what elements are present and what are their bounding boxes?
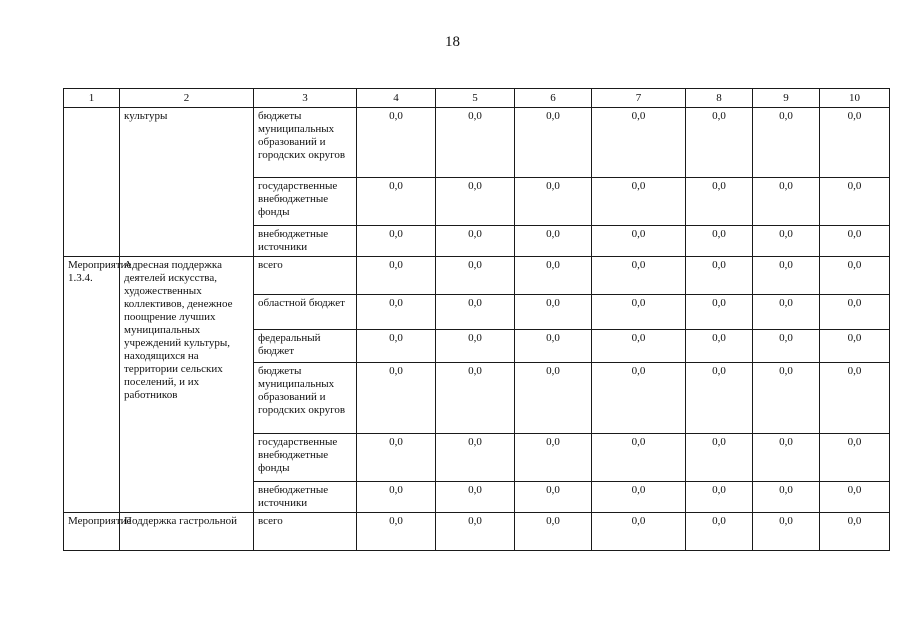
header-row xyxy=(64,89,890,108)
value-cell: 0,0 xyxy=(515,482,592,513)
funding-source: всего xyxy=(254,513,357,551)
value-cell: 0,0 xyxy=(686,434,753,482)
measure-description: культуры xyxy=(120,108,254,257)
value-cell: 0,0 xyxy=(820,513,890,551)
column-header: 2 xyxy=(120,89,254,108)
measure-description: Адресная поддержка деятелей искусства, художественных коллективов, денежное поощрение лучших муниципальных учреждений культуры, находящихся на территории сельских поселений, и их работников xyxy=(120,257,254,513)
column-header: 7 xyxy=(592,89,686,108)
value-cell: 0,0 xyxy=(820,330,890,363)
value-cell: 0,0 xyxy=(820,226,890,257)
value-cell: 0,0 xyxy=(686,178,753,226)
funding-source: внебюджетные источники xyxy=(254,226,357,257)
column-header: 4 xyxy=(357,89,436,108)
value-cell: 0,0 xyxy=(592,257,686,295)
value-cell: 0,0 xyxy=(592,513,686,551)
column-header: 3 xyxy=(254,89,357,108)
value-cell: 0,0 xyxy=(686,482,753,513)
value-cell: 0,0 xyxy=(753,482,820,513)
value-cell: 0,0 xyxy=(515,226,592,257)
value-cell: 0,0 xyxy=(592,434,686,482)
value-cell: 0,0 xyxy=(592,295,686,330)
column-header: 1 xyxy=(64,89,120,108)
value-cell: 0,0 xyxy=(515,330,592,363)
value-cell: 0,0 xyxy=(357,330,436,363)
value-cell: 0,0 xyxy=(820,178,890,226)
value-cell: 0,0 xyxy=(357,295,436,330)
value-cell: 0,0 xyxy=(753,178,820,226)
value-cell: 0,0 xyxy=(686,330,753,363)
table-row xyxy=(64,108,890,178)
value-cell: 0,0 xyxy=(592,330,686,363)
value-cell: 0,0 xyxy=(515,108,592,178)
funding-source: бюджеты муниципальных образований и городских округов xyxy=(254,108,357,178)
value-cell: 0,0 xyxy=(686,513,753,551)
column-header: 9 xyxy=(753,89,820,108)
value-cell: 0,0 xyxy=(357,257,436,295)
value-cell: 0,0 xyxy=(753,330,820,363)
value-cell: 0,0 xyxy=(436,226,515,257)
value-cell: 0,0 xyxy=(436,513,515,551)
value-cell: 0,0 xyxy=(592,363,686,434)
value-cell: 0,0 xyxy=(436,434,515,482)
column-header: 8 xyxy=(686,89,753,108)
value-cell: 0,0 xyxy=(753,257,820,295)
value-cell: 0,0 xyxy=(686,295,753,330)
value-cell: 0,0 xyxy=(592,482,686,513)
value-cell: 0,0 xyxy=(515,363,592,434)
measure-code: Мероприятие 1.3.4. xyxy=(64,257,120,513)
funding-source: внебюджетные источники xyxy=(254,482,357,513)
value-cell: 0,0 xyxy=(357,513,436,551)
value-cell: 0,0 xyxy=(686,108,753,178)
value-cell: 0,0 xyxy=(753,513,820,551)
funding-source: областной бюджет xyxy=(254,295,357,330)
value-cell: 0,0 xyxy=(686,257,753,295)
funding-source: государственные внебюджетные фонды xyxy=(254,178,357,226)
value-cell: 0,0 xyxy=(686,226,753,257)
column-header: 6 xyxy=(515,89,592,108)
budget-table xyxy=(63,88,890,551)
value-cell: 0,0 xyxy=(436,257,515,295)
funding-source: всего xyxy=(254,257,357,295)
value-cell: 0,0 xyxy=(686,363,753,434)
value-cell: 0,0 xyxy=(753,108,820,178)
measure-code: Мероприятие xyxy=(64,513,120,551)
value-cell: 0,0 xyxy=(753,434,820,482)
page-number: 18 xyxy=(445,34,460,50)
value-cell: 0,0 xyxy=(592,226,686,257)
value-cell: 0,0 xyxy=(357,226,436,257)
value-cell: 0,0 xyxy=(820,363,890,434)
value-cell: 0,0 xyxy=(592,178,686,226)
value-cell: 0,0 xyxy=(753,363,820,434)
value-cell: 0,0 xyxy=(357,434,436,482)
value-cell: 0,0 xyxy=(515,295,592,330)
value-cell: 0,0 xyxy=(436,363,515,434)
value-cell: 0,0 xyxy=(436,108,515,178)
funding-source: бюджеты муниципальных образований и городских округов xyxy=(254,363,357,434)
value-cell: 0,0 xyxy=(515,513,592,551)
column-header: 10 xyxy=(820,89,890,108)
value-cell: 0,0 xyxy=(436,330,515,363)
measure-cell xyxy=(64,108,120,257)
value-cell: 0,0 xyxy=(820,434,890,482)
value-cell: 0,0 xyxy=(820,257,890,295)
value-cell: 0,0 xyxy=(436,482,515,513)
value-cell: 0,0 xyxy=(357,482,436,513)
value-cell: 0,0 xyxy=(820,295,890,330)
value-cell: 0,0 xyxy=(357,363,436,434)
funding-source: государственные внебюджетные фонды xyxy=(254,434,357,482)
value-cell: 0,0 xyxy=(592,108,686,178)
value-cell: 0,0 xyxy=(436,295,515,330)
value-cell: 0,0 xyxy=(820,108,890,178)
table-row xyxy=(64,257,890,295)
value-cell: 0,0 xyxy=(357,108,436,178)
value-cell: 0,0 xyxy=(436,178,515,226)
value-cell: 0,0 xyxy=(515,434,592,482)
value-cell: 0,0 xyxy=(515,178,592,226)
value-cell: 0,0 xyxy=(515,257,592,295)
funding-source: федеральный бюджет xyxy=(254,330,357,363)
value-cell: 0,0 xyxy=(820,482,890,513)
value-cell: 0,0 xyxy=(753,226,820,257)
value-cell: 0,0 xyxy=(357,178,436,226)
table-row xyxy=(64,513,890,551)
value-cell: 0,0 xyxy=(753,295,820,330)
measure-description: Поддержка гастрольной xyxy=(120,513,254,551)
column-header: 5 xyxy=(436,89,515,108)
